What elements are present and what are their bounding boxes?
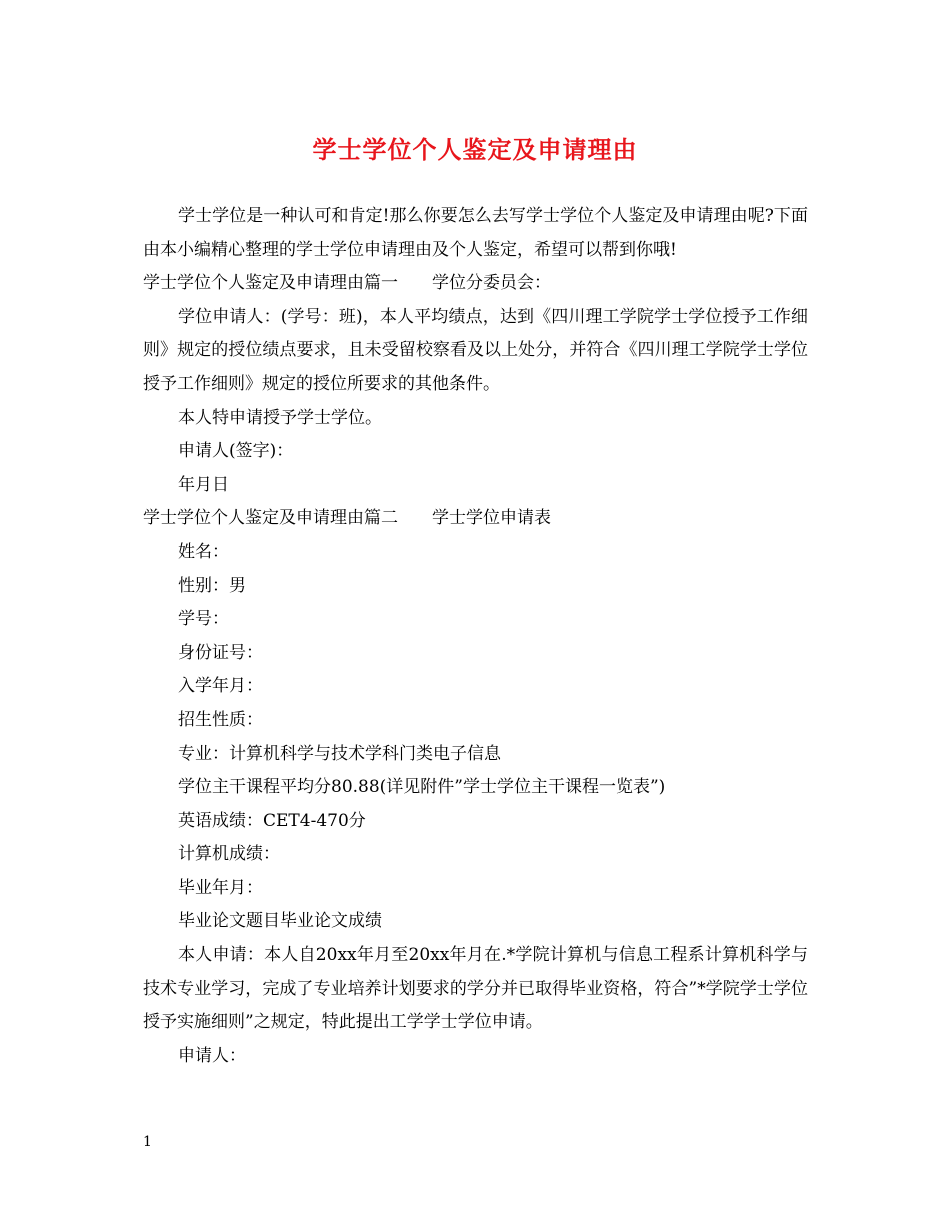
document-body [143, 200, 808, 1073]
form-field-student-id: 学号： [178, 609, 229, 630]
form-field-major: 专业：计算机科学与技术学科门类电子信息 [178, 743, 501, 764]
form-field-enrollment: 入学年月： [178, 676, 263, 697]
page-number: 1 [143, 1134, 152, 1150]
form-field-thesis: 毕业论文题目毕业论文成绩 [178, 911, 382, 932]
section-heading-2: 学士学位个人鉴定及申请理由篇二 学士学位申请表 [143, 508, 551, 529]
form-field-gender: 性别：男 [178, 575, 246, 596]
form-field-id-number: 身份证号： [178, 642, 263, 663]
date-line: 年月日 [178, 474, 229, 495]
section-heading-1: 学士学位个人鉴定及申请理由篇一 学位分委员会： [143, 273, 551, 294]
request-line: 本人特申请授予学士学位。 [178, 407, 382, 428]
intro-paragraph: 学士学位是一种认可和肯定!那么你要怎么去写学士学位个人鉴定及申请理由呢?下面由本小编精心整理的学士学位申请理由及个人鉴定，希望可以帮到你哦! [143, 206, 808, 260]
document-title: 学士学位个人鉴定及申请理由 [312, 135, 638, 164]
signature-line: 申请人(签字)： [178, 441, 294, 462]
form-field-graduation: 毕业年月： [178, 877, 263, 898]
form-field-average-score: 学位主干课程平均分80.88(详见附件”学士学位主干课程一览表”) [178, 777, 666, 798]
applicant-line: 申请人： [178, 1045, 246, 1066]
form-field-computer-score: 计算机成绩： [178, 844, 280, 865]
form-field-english-score: 英语成绩：CET4-470分 [178, 810, 366, 831]
form-field-name: 姓名： [178, 541, 229, 562]
application-statement: 本人申请：本人自20xx年月至20xx年月在.*学院计算机与信息工程系计算机科学与技术专业学习，完成了专业培养计划要求的学分并已取得毕业资格，符合”*学院学士学位授予实施细则”之规定，特此提出工学学士学位申请。 [143, 945, 808, 1033]
form-field-admission-type: 招生性质： [178, 709, 263, 730]
application-paragraph: 学位申请人：(学号：班)，本人平均绩点，达到《四川理工学院学士学位授予工作细则》规定的授位绩点要求，且未受留校察看及以上处分，并符合《四川理工学院学士学位授予工作细则》规定的授位所要求的其他条件。 [143, 306, 808, 394]
